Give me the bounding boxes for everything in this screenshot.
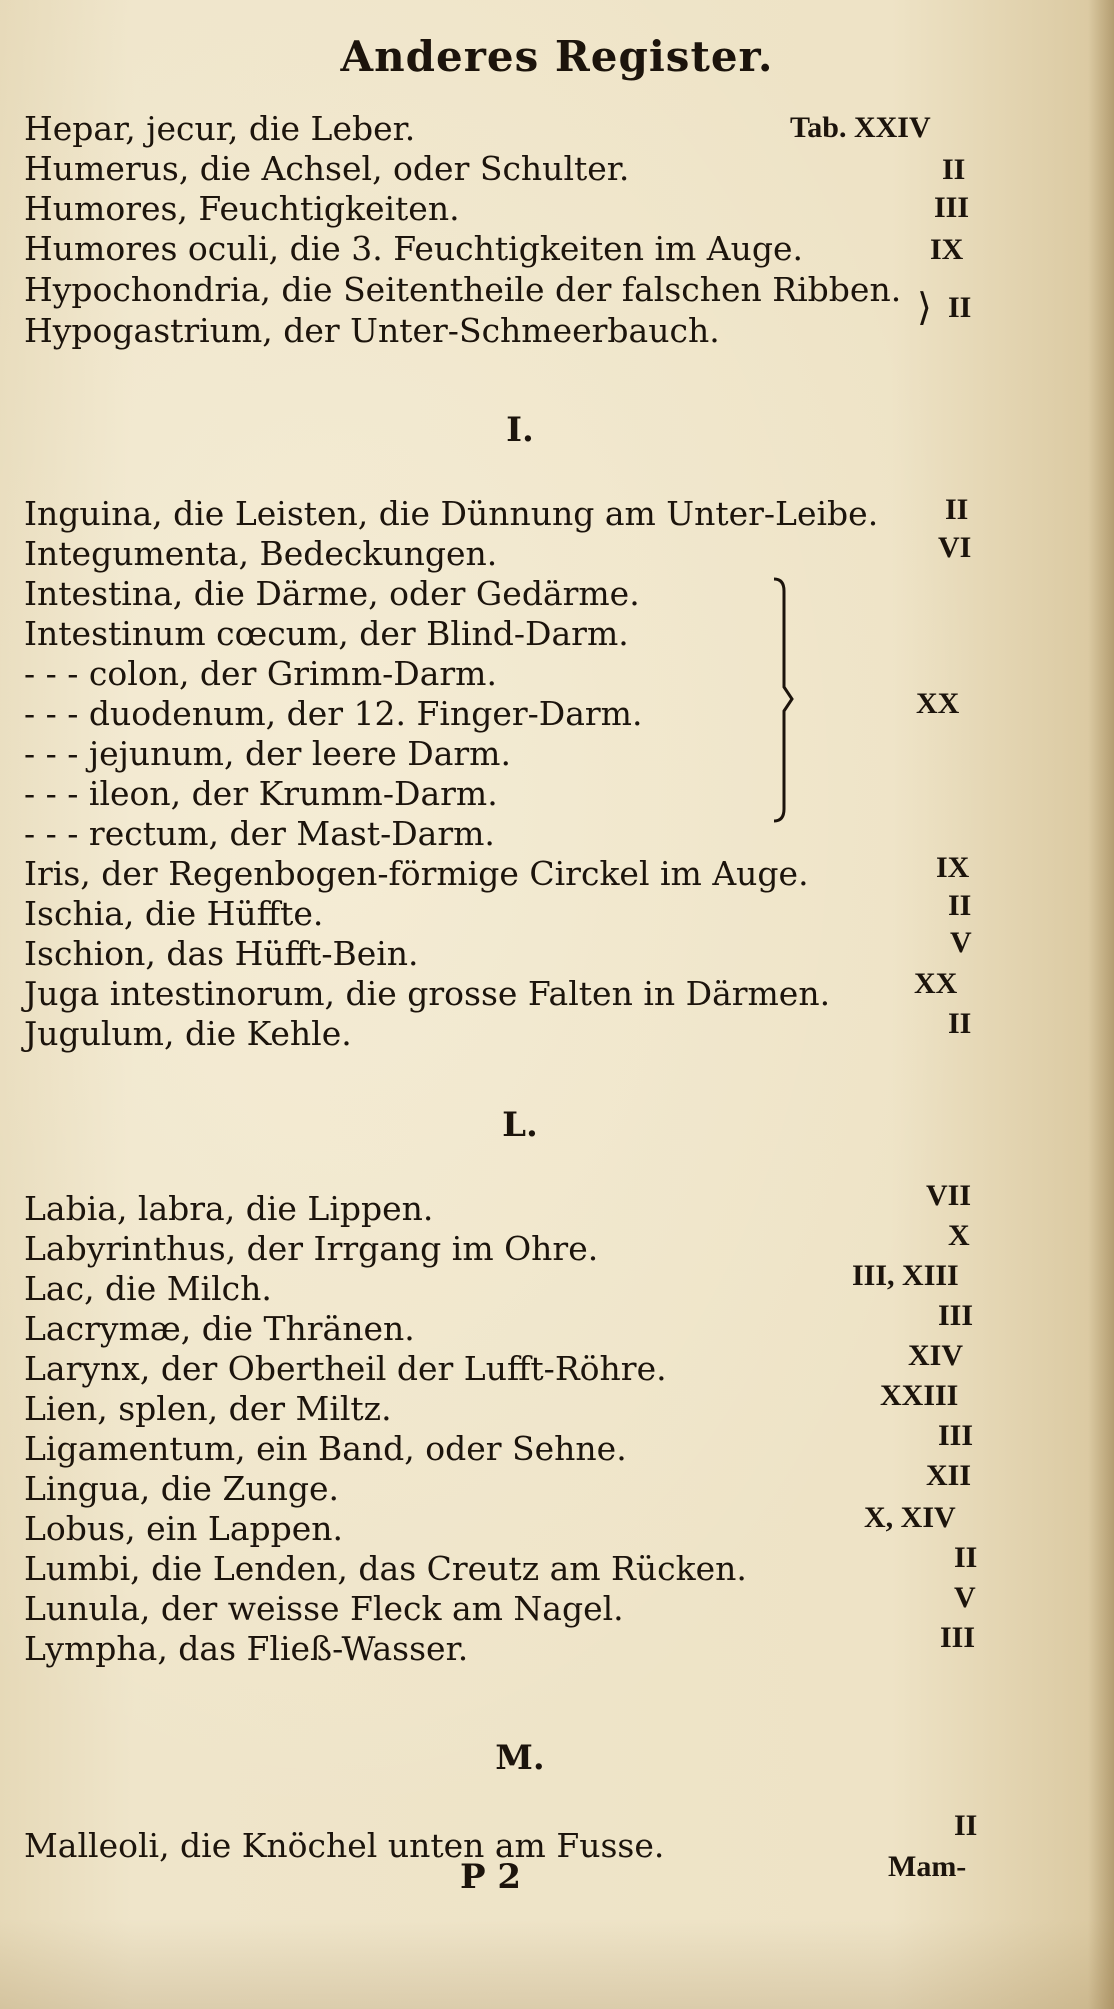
index-ref: II <box>948 291 972 324</box>
index-ref: XIV <box>908 1339 964 1372</box>
index-entry: Juga intestinorum, die grosse Falten in Därmen. <box>24 974 831 1013</box>
index-ref: XXIII <box>880 1379 959 1412</box>
index-entry: Humores, Feuchtigkeiten. <box>24 189 460 228</box>
index-entry: - - - colon, der Grimm-Darm. <box>24 654 497 693</box>
index-ref: VII <box>926 1179 972 1212</box>
index-entry: Lien, splen, der Miltz. <box>24 1389 392 1428</box>
index-entry: Intestina, die Därme, oder Gedärme. <box>24 574 640 613</box>
index-entry: Ischion, das Hüfft-Bein. <box>24 934 419 973</box>
index-ref: II <box>954 1541 978 1574</box>
index-ref: XX <box>916 687 960 720</box>
page-edge-shadow <box>1088 0 1114 2009</box>
index-ref: III <box>938 1299 974 1332</box>
intestina-brace <box>770 575 796 825</box>
index-ref: IX <box>930 233 964 266</box>
index-ref: III <box>938 1419 974 1452</box>
section-heading-l: L. <box>502 1105 538 1145</box>
index-entry: Ligamentum, ein Band, oder Sehne. <box>24 1429 627 1468</box>
index-entry: Iris, der Regenbogen-förmige Circkel im Auge. <box>24 854 809 893</box>
index-entry: Integumenta, Bedeckungen. <box>24 534 498 573</box>
index-ref: XX <box>914 967 958 1000</box>
index-entry: Labia, labra, die Lippen. <box>24 1189 434 1228</box>
index-entry: Labyrinthus, der Irrgang im Ohre. <box>24 1229 599 1268</box>
index-entry: Ischia, die Hüffte. <box>24 894 324 933</box>
index-entry: Inguina, die Leisten, die Dünnung am Unter-Leibe. <box>24 494 879 533</box>
page-header: Anderes Register. <box>340 32 774 81</box>
signature-mark: P 2 <box>460 1857 522 1897</box>
index-entry: Malleoli, die Knöchel unten am Fusse. <box>24 1826 665 1865</box>
section-heading-i: I. <box>506 410 534 450</box>
index-entry: - - - rectum, der Mast-Darm. <box>24 814 495 853</box>
index-entry: Jugulum, die Kehle. <box>24 1014 352 1053</box>
index-entry: - - - jejunum, der leere Darm. <box>24 734 511 773</box>
index-entry: Lobus, ein Lappen. <box>24 1509 344 1548</box>
index-entry: Lac, die Milch. <box>24 1269 272 1308</box>
index-ref: II <box>948 889 972 922</box>
catchword: Mam- <box>888 1850 967 1883</box>
index-ref: IX <box>936 851 970 884</box>
index-ref: II <box>942 153 966 186</box>
index-entry: Humerus, die Achsel, oder Schulter. <box>24 149 630 188</box>
index-entry: Larynx, der Obertheil der Lufft-Röhre. <box>24 1349 667 1388</box>
hypo-brace: ⟩ <box>917 285 932 329</box>
tab-label: Tab. XXIV <box>790 111 931 144</box>
index-entry: - - - ileon, der Krumm-Darm. <box>24 774 498 813</box>
index-entry: Lunula, der weisse Fleck am Nagel. <box>24 1589 624 1628</box>
index-entry: Lympha, das Fließ-Wasser. <box>24 1629 469 1668</box>
index-ref: VI <box>938 531 972 564</box>
section-heading-m: M. <box>495 1738 545 1778</box>
page-bottom-shade <box>0 1919 1114 2009</box>
index-entry: Hypochondria, die Seitentheile der falschen Ribben. <box>24 270 902 309</box>
index-ref: X <box>948 1219 970 1252</box>
index-ref: III <box>940 1621 976 1654</box>
index-entry: Lacrymæ, die Thränen. <box>24 1309 415 1348</box>
index-ref: III, XIII <box>852 1259 959 1292</box>
index-ref: X, XIV <box>864 1501 956 1534</box>
index-ref: V <box>950 926 972 959</box>
index-entry: Intestinum cœcum, der Blind-Darm. <box>24 614 629 653</box>
index-entry: Hypogastrium, der Unter-Schmeerbauch. <box>24 311 720 350</box>
index-ref: XII <box>926 1459 972 1492</box>
index-ref: II <box>945 493 969 526</box>
index-ref: III <box>934 191 970 224</box>
index-entry: - - - duodenum, der 12. Finger-Darm. <box>24 694 643 733</box>
index-entry: Hepar, jecur, die Leber. <box>24 109 416 148</box>
index-entry: Lumbi, die Lenden, das Creutz am Rücken. <box>24 1549 747 1588</box>
index-entry: Humores oculi, die 3. Feuchtigkeiten im Auge. <box>24 229 804 268</box>
index-ref: II <box>948 1007 972 1040</box>
index-entry: Lingua, die Zunge. <box>24 1469 340 1508</box>
index-ref: II <box>954 1809 978 1842</box>
index-ref: V <box>954 1581 976 1614</box>
